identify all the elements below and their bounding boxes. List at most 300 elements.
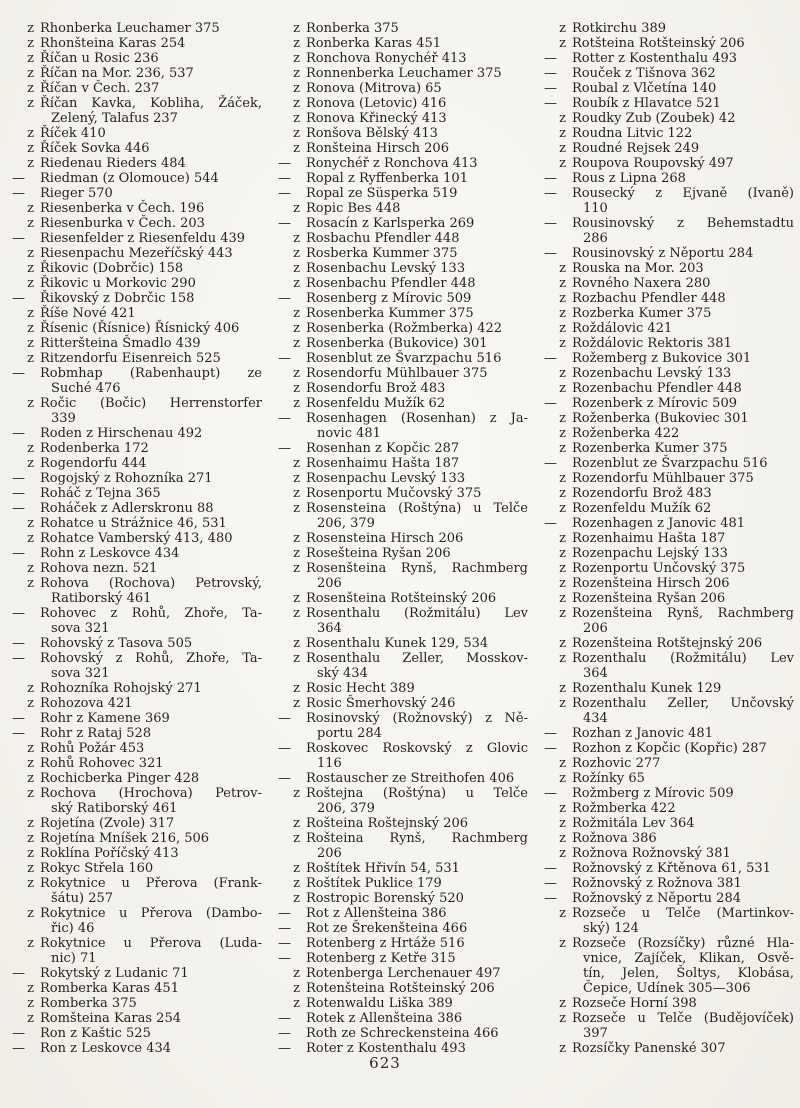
- entry-line: Rosenberka (Rožmberka) 422: [306, 321, 503, 336]
- entry-line: Ronova (Letovic) 416: [306, 96, 447, 111]
- entry-line: Rozenšteina Hirsch 206: [572, 576, 730, 591]
- entry-text: [572, 876, 794, 891]
- index-entry: [12, 966, 262, 981]
- entry-prefix-dash: —: [544, 96, 556, 111]
- entry-prefix-z: z: [559, 471, 566, 486]
- index-entry: [12, 96, 262, 126]
- entry-line: Riesenfelder z Riesenfeldu 439: [40, 231, 246, 246]
- entry-text: [306, 831, 528, 861]
- entry-line: Roštítek Hřivín 54, 531: [306, 861, 460, 876]
- entry-line: Roskovec Roskovský z Glovic: [306, 741, 528, 756]
- index-entry: [12, 516, 262, 531]
- index-entry: [278, 741, 528, 771]
- entry-prefix-z: z: [293, 501, 300, 516]
- entry-prefix-z: z: [559, 306, 566, 321]
- entry-line: Rotek z Allenšteina 386: [306, 1011, 463, 1026]
- entry-prefix-z: z: [293, 366, 300, 381]
- entry-text: [306, 711, 528, 741]
- entry-text: [572, 186, 794, 216]
- entry-line: Roter z Kostenthalu 493: [306, 1041, 466, 1056]
- index-entry: [278, 36, 528, 51]
- entry-text: [306, 36, 528, 51]
- entry-line: Rozenberka Kumer 375: [572, 441, 728, 456]
- index-entry: [12, 831, 262, 846]
- entry-prefix-z: z: [293, 96, 300, 111]
- index-entry: [278, 201, 528, 216]
- index-entry: [12, 576, 262, 606]
- entry-line: Rogojský z Rohozníka 271: [40, 471, 213, 486]
- index-entry: [278, 831, 528, 861]
- entry-line: Rieger 570: [40, 186, 113, 201]
- entry-text: [572, 846, 794, 861]
- entry-line: Rokyc Střela 160: [40, 861, 154, 876]
- entry-text: [306, 936, 528, 951]
- entry-text: [306, 411, 528, 441]
- entry-text: [40, 711, 262, 726]
- entry-text: [572, 381, 794, 396]
- entry-prefix-z: z: [27, 1011, 34, 1026]
- entry-text: [572, 591, 794, 606]
- entry-text: [40, 231, 262, 246]
- entry-text: [306, 891, 528, 906]
- entry-line: Rohozníka Rohojský 271: [40, 681, 202, 696]
- entry-prefix-z: z: [27, 141, 34, 156]
- index-entry: [12, 816, 262, 831]
- entry-line: Rozenthalu Zeller, Unčovský: [572, 696, 794, 711]
- entry-prefix-z: z: [559, 996, 566, 1011]
- index-entry: [12, 186, 262, 201]
- entry-line: Rosenšteina Rotšteinský 206: [306, 591, 497, 606]
- entry-prefix-z: z: [27, 576, 34, 591]
- entry-text: [40, 186, 262, 201]
- entry-text: [572, 441, 794, 456]
- entry-text: [306, 186, 528, 201]
- entry-prefix-z: z: [27, 321, 34, 336]
- entry-prefix-z: z: [293, 456, 300, 471]
- entry-text: [40, 876, 262, 906]
- entry-prefix-z: z: [559, 576, 566, 591]
- entry-text: [572, 261, 794, 276]
- entry-text: [40, 66, 262, 81]
- entry-line: Roklína Poříčský 413: [40, 846, 179, 861]
- index-entry: [544, 411, 794, 426]
- entry-text: [572, 276, 794, 291]
- entry-prefix-dash: —: [12, 606, 24, 621]
- entry-prefix-z: z: [27, 786, 34, 801]
- entry-line: Romberka 375: [40, 996, 137, 1011]
- entry-prefix-dash: —: [278, 216, 290, 231]
- entry-line: sova 321: [51, 621, 110, 636]
- entry-text: [306, 966, 528, 981]
- entry-prefix-z: z: [27, 816, 34, 831]
- entry-text: [306, 231, 528, 246]
- entry-line: Roháček z Adlerskronu 88: [40, 501, 214, 516]
- entry-prefix-dash: —: [278, 936, 290, 951]
- entry-text: [40, 516, 262, 531]
- index-entry: [278, 951, 528, 966]
- index-entry: [544, 141, 794, 156]
- index-entry: [12, 1026, 262, 1041]
- index-entry: [544, 936, 794, 996]
- entry-line: Roubík z Hlavatce 521: [572, 96, 721, 111]
- index-entry: [12, 366, 262, 396]
- entry-line: Ronova (Mitrova) 65: [306, 81, 442, 96]
- entry-text: [572, 396, 794, 411]
- index-entry: [278, 531, 528, 546]
- entry-line: Rohovský z Rohů, Zhoře, Ta-: [40, 651, 262, 666]
- index-entry: [278, 921, 528, 936]
- entry-line: Rodenberka 172: [40, 441, 149, 456]
- index-entry: [12, 291, 262, 306]
- entry-prefix-z: z: [559, 936, 566, 951]
- entry-text: [306, 96, 528, 111]
- entry-prefix-z: z: [293, 561, 300, 576]
- entry-line: Rosic Šmerhovský 246: [306, 696, 456, 711]
- entry-line: 206: [583, 621, 608, 636]
- index-entry: [278, 966, 528, 981]
- entry-line: Ronychéř z Ronchova 413: [306, 156, 478, 171]
- index-entry: [544, 291, 794, 306]
- entry-text: [40, 816, 262, 831]
- entry-line: Řísenic (Řísnice) Řísnický 406: [40, 321, 240, 336]
- entry-text: [306, 906, 528, 921]
- entry-prefix-dash: —: [12, 186, 24, 201]
- entry-prefix-z: z: [559, 426, 566, 441]
- index-entry: [544, 906, 794, 936]
- entry-line: Roudné Rejsek 249: [572, 141, 700, 156]
- entry-text: [306, 861, 528, 876]
- entry-prefix-dash: —: [12, 486, 24, 501]
- entry-prefix-z: z: [559, 816, 566, 831]
- entry-text: [306, 681, 528, 696]
- index-entry: [278, 636, 528, 651]
- entry-line: Rozseče u Telče (Budějovíček): [572, 1011, 794, 1026]
- entry-prefix-z: z: [27, 276, 34, 291]
- entry-prefix-z: z: [559, 366, 566, 381]
- index-entry: [544, 456, 794, 471]
- entry-line: Rouček z Tišnova 362: [572, 66, 716, 81]
- index-entry: [544, 321, 794, 336]
- index-entry: [278, 66, 528, 81]
- entry-line: Říčan v Čech. 237: [40, 81, 160, 96]
- entry-prefix-dash: —: [12, 426, 24, 441]
- entry-prefix-z: z: [293, 66, 300, 81]
- entry-prefix-z: z: [27, 981, 34, 996]
- entry-text: [572, 756, 794, 771]
- index-entry: [278, 411, 528, 441]
- entry-text: [572, 516, 794, 531]
- index-entry: [544, 861, 794, 876]
- entry-line: Ropal ze Süsperka 519: [306, 186, 458, 201]
- entry-prefix-z: z: [559, 441, 566, 456]
- entry-text: [40, 321, 262, 336]
- entry-line: Rostauscher ze Streithofen 406: [306, 771, 515, 786]
- entry-prefix-z: z: [27, 36, 34, 51]
- entry-line: Rosenthalu Zeller, Mosskov-: [306, 651, 528, 666]
- entry-prefix-dash: —: [544, 186, 556, 201]
- entry-line: 364: [317, 621, 342, 636]
- entry-text: [306, 366, 528, 381]
- index-entry: [12, 756, 262, 771]
- entry-text: [40, 741, 262, 756]
- entry-prefix-dash: —: [12, 171, 24, 186]
- index-entry: [544, 786, 794, 801]
- index-entry: [278, 1011, 528, 1026]
- entry-text: [40, 546, 262, 561]
- entry-text: [572, 651, 794, 681]
- entry-prefix-z: z: [27, 996, 34, 1011]
- entry-line: Roždálovic 421: [572, 321, 673, 336]
- entry-line: Rosberka Kummer 375: [306, 246, 458, 261]
- entry-text: [40, 696, 262, 711]
- entry-prefix-dash: —: [278, 171, 290, 186]
- index-entry: [12, 996, 262, 1011]
- index-entry: [278, 276, 528, 291]
- index-entry: [12, 876, 262, 906]
- entry-prefix-dash: —: [12, 366, 24, 381]
- entry-text: [306, 21, 528, 36]
- index-entry: [278, 681, 528, 696]
- entry-line: Zelený, Talafus 237: [51, 111, 178, 126]
- entry-line: Rojetína Mníšek 216, 506: [40, 831, 210, 846]
- index-entry: [278, 321, 528, 336]
- entry-prefix-dash: —: [12, 966, 24, 981]
- entry-text: [306, 531, 528, 546]
- entry-text: [572, 126, 794, 141]
- entry-prefix-z: z: [293, 51, 300, 66]
- entry-line: Rozhon z Kopčic (Kopřic) 287: [572, 741, 767, 756]
- index-entry: [544, 156, 794, 171]
- index-entry: [544, 846, 794, 861]
- entry-line: Ronova Křinecký 413: [306, 111, 447, 126]
- index-entry: [12, 426, 262, 441]
- entry-text: [572, 366, 794, 381]
- entry-prefix-dash: —: [278, 156, 290, 171]
- entry-prefix-z: z: [293, 81, 300, 96]
- index-entry: [278, 171, 528, 186]
- entry-line: Rohova nezn. 521: [40, 561, 158, 576]
- index-entry: [12, 156, 262, 171]
- index-entry: [544, 246, 794, 261]
- entry-line: Rovného Naxera 280: [572, 276, 711, 291]
- entry-line: 206, 379: [317, 516, 375, 531]
- entry-line: Rozseče Horní 398: [572, 996, 697, 1011]
- index-entry: [278, 216, 528, 231]
- index-entry: [12, 21, 262, 36]
- entry-line: Roth ze Schreckensteina 466: [306, 1026, 499, 1041]
- entry-text: [306, 216, 528, 231]
- index-entry: [12, 201, 262, 216]
- entry-prefix-z: z: [27, 441, 34, 456]
- entry-line: Rosenpachu Levský 133: [306, 471, 466, 486]
- entry-prefix-dash: —: [12, 546, 24, 561]
- entry-line: Rokytnice u Přerova (Luda-: [40, 936, 262, 951]
- entry-text: [572, 891, 794, 906]
- entry-line: Řikovic (Dobrčic) 158: [40, 261, 184, 276]
- entry-text: [572, 21, 794, 36]
- entry-text: [306, 456, 528, 471]
- entry-text: [306, 921, 528, 936]
- entry-text: [40, 456, 262, 471]
- index-entry: [544, 276, 794, 291]
- entry-line: novic 481: [317, 426, 381, 441]
- index-entry: [12, 276, 262, 291]
- entry-prefix-z: z: [293, 201, 300, 216]
- index-entry: [544, 96, 794, 111]
- index-entry: [544, 261, 794, 276]
- index-entry: [12, 246, 262, 261]
- entry-line: Ronšova Bělský 413: [306, 126, 438, 141]
- entry-prefix-z: z: [27, 756, 34, 771]
- entry-text: [306, 306, 528, 321]
- index-entry: [278, 1026, 528, 1041]
- entry-line: Rozenšteina Rotštejnský 206: [572, 636, 763, 651]
- index-entry: [278, 546, 528, 561]
- entry-prefix-dash: —: [544, 351, 556, 366]
- entry-prefix-z: z: [293, 111, 300, 126]
- entry-line: Rochova (Hrochova) Petrov-: [40, 786, 262, 801]
- entry-line: Rozenšteina Rynš, Rachmberg: [572, 606, 794, 621]
- entry-line: Rožnovský z Křtěnova 61, 531: [572, 861, 771, 876]
- entry-line: Ronchova Ronychéř 413: [306, 51, 467, 66]
- entry-prefix-z: z: [27, 696, 34, 711]
- entry-line: Rozenberk z Mírovic 509: [572, 396, 737, 411]
- entry-prefix-z: z: [27, 936, 34, 951]
- entry-text: [572, 471, 794, 486]
- entry-prefix-dash: —: [544, 891, 556, 906]
- entry-prefix-z: z: [559, 321, 566, 336]
- index-entry: [12, 726, 262, 741]
- entry-text: [40, 471, 262, 486]
- index-entry: [12, 351, 262, 366]
- entry-line: Ritteršteina Šmadlo 439: [40, 336, 201, 351]
- entry-prefix-z: z: [293, 891, 300, 906]
- index-entry: [278, 696, 528, 711]
- entry-prefix-z: z: [559, 831, 566, 846]
- entry-text: [306, 1026, 528, 1041]
- entry-text: [40, 426, 262, 441]
- entry-prefix-dash: —: [544, 66, 556, 81]
- index-entry: [278, 456, 528, 471]
- index-entry: [278, 771, 528, 786]
- entry-prefix-dash: —: [12, 711, 24, 726]
- index-entry: [12, 936, 262, 966]
- index-entry: [278, 336, 528, 351]
- entry-prefix-dash: —: [278, 711, 290, 726]
- index-entry: [278, 606, 528, 636]
- entry-prefix-dash: —: [12, 651, 24, 666]
- index-entry: [544, 426, 794, 441]
- index-entry: [278, 996, 528, 1011]
- index-entry: [278, 366, 528, 381]
- entry-text: [40, 861, 262, 876]
- index-entry: [278, 711, 528, 741]
- index-entry: [278, 81, 528, 96]
- entry-line: Rosinovský (Rožnovský) z Ně-: [306, 711, 528, 726]
- entry-text: [40, 336, 262, 351]
- entry-text: [572, 561, 794, 576]
- entry-prefix-z: z: [559, 906, 566, 921]
- entry-line: Rosbachu Pfendler 448: [306, 231, 460, 246]
- index-entry: [544, 126, 794, 141]
- entry-prefix-z: z: [559, 606, 566, 621]
- entry-text: [572, 936, 794, 996]
- entry-text: [572, 66, 794, 81]
- index-entry: [544, 696, 794, 726]
- entry-line: Rot ze Šrekenšteina 466: [306, 921, 468, 936]
- entry-line: Ropic Bes 448: [306, 201, 401, 216]
- entry-line: Říše Nové 421: [40, 306, 136, 321]
- entry-line: Rohova (Rochova) Petrovský,: [40, 576, 262, 591]
- entry-line: Rhonšteina Karas 254: [40, 36, 186, 51]
- entry-text: [572, 426, 794, 441]
- entry-line: Ročic (Bočic) Herrenstorfer: [40, 396, 262, 411]
- entry-prefix-z: z: [559, 126, 566, 141]
- entry-line: Rosenhagen (Rosenhan) z Ja-: [306, 411, 528, 426]
- page-number: 623: [369, 1054, 401, 1072]
- entry-prefix-dash: —: [544, 51, 556, 66]
- entry-line: Rohn z Leskovce 434: [40, 546, 180, 561]
- entry-text: [40, 996, 262, 1011]
- entry-line: 397: [583, 1026, 608, 1041]
- entry-line: Říčan Kavka, Kobliha, Žáček,: [40, 96, 262, 111]
- entry-line: Rokytský z Ludanic 71: [40, 966, 189, 981]
- entry-prefix-z: z: [27, 201, 34, 216]
- entry-prefix-z: z: [27, 681, 34, 696]
- entry-text: [40, 81, 262, 96]
- entry-line: Rotenberg z Ketře 315: [306, 951, 456, 966]
- index-entry: [544, 681, 794, 696]
- index-entry: [544, 516, 794, 531]
- entry-text: [40, 936, 262, 966]
- entry-prefix-z: z: [27, 396, 34, 411]
- index-entry: [278, 816, 528, 831]
- entry-text: [40, 51, 262, 66]
- index-entry: [12, 771, 262, 786]
- index-entry: [278, 51, 528, 66]
- index-entry: [12, 546, 262, 561]
- entry-text: [572, 816, 794, 831]
- entry-line: Rožmberka 422: [572, 801, 676, 816]
- entry-line: Rousinovský z Behemstadtu: [572, 216, 794, 231]
- entry-prefix-z: z: [293, 636, 300, 651]
- entry-text: [40, 786, 262, 816]
- entry-line: 116: [317, 756, 342, 771]
- entry-line: Rosensteina Hirsch 206: [306, 531, 464, 546]
- index-entry: [544, 651, 794, 681]
- index-entry: [12, 846, 262, 861]
- entry-prefix-z: z: [559, 846, 566, 861]
- entry-line: Řikovský z Dobrčic 158: [40, 291, 195, 306]
- entry-prefix-z: z: [293, 831, 300, 846]
- entry-text: [572, 291, 794, 306]
- entry-prefix-dash: —: [278, 1011, 290, 1026]
- entry-text: [40, 726, 262, 741]
- entry-prefix-dash: —: [544, 876, 556, 891]
- index-entry: [544, 366, 794, 381]
- entry-text: [40, 141, 262, 156]
- entry-text: [306, 351, 528, 366]
- entry-prefix-dash: —: [278, 771, 290, 786]
- entry-line: Rožnova 386: [572, 831, 657, 846]
- entry-text: [40, 156, 262, 171]
- entry-line: Rogendorfu 444: [40, 456, 147, 471]
- entry-prefix-z: z: [27, 846, 34, 861]
- entry-line: Říček 410: [40, 126, 106, 141]
- entry-line: Rosenberka Kummer 375: [306, 306, 474, 321]
- entry-text: [306, 876, 528, 891]
- index-entry: [278, 141, 528, 156]
